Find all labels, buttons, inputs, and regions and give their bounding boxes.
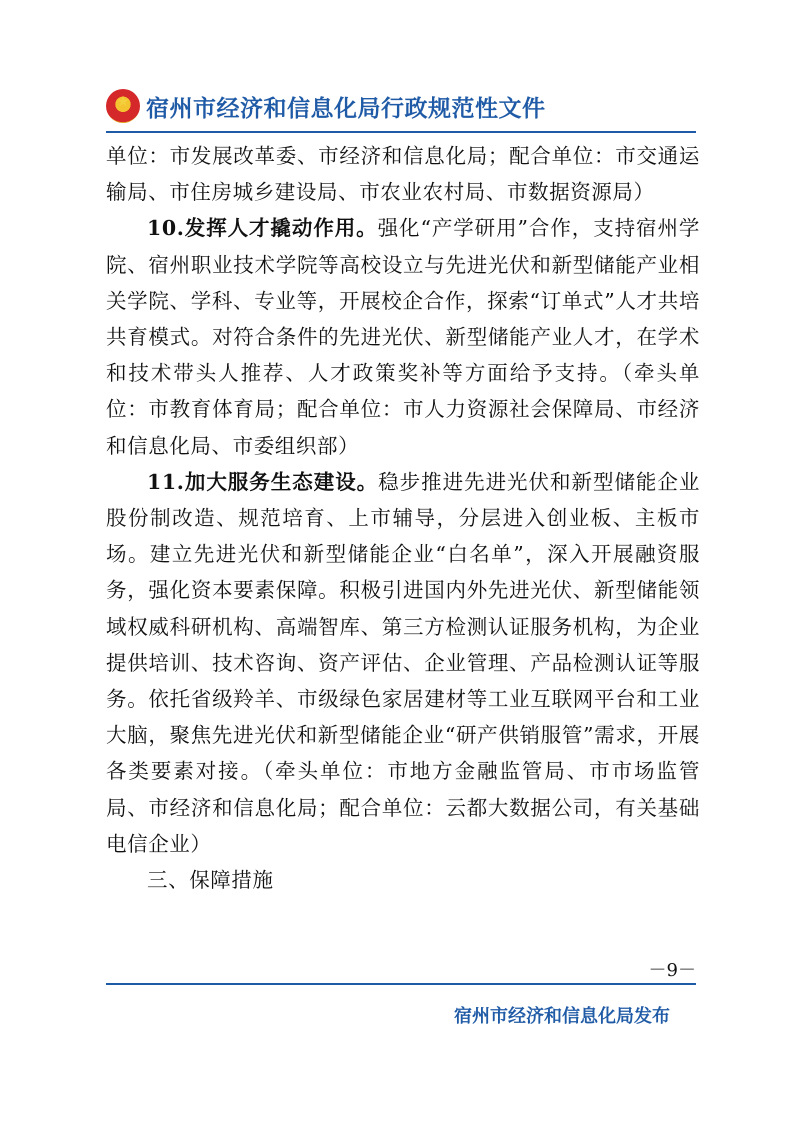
paragraph-service-text: 稳步推进先进光伏和新型储能企业股份制改造、规范培育、上市辅导，分层进入创业板、主板市场。建立先进光伏和新型储能企业“白名单”，深入开展融资服务，强化资本要素保障。积极引进国内外先进光伏、新型储能领域权威科研机构、高端智库、第三方检测认证服务机构，为企业提供培训、技术咨询、资产评估、企业管理、产品检测认证等服务。依托省级羚羊、市级绿色家居建材等工业互联网平台和工业大脑，聚焦先进光伏和新型储能企业“研产供销服管”需求，开展各类要素对接。（牵头单位：市地方金融监管局、市市场监管局、市经济和信息化局；配合单位：云都大数据公司，有关基础电信企业）	[106, 469, 700, 856]
document-header	[106, 84, 696, 128]
section-heading: 三、保障措施	[147, 868, 274, 893]
footer-divider	[106, 983, 696, 985]
paragraph-talent-text: 强化“产学研用”合作，支持宿州学院、宿州职业技术学院等高校设立与先进光伏和新型储能产业相关学院、学科、专业等，开展校企合作，探索“订单式”人才共培共育模式。对符合条件的先进光伏、新型储能产业人才，在学术和技术带头人推荐、人才政策奖补等方面给予支持。（牵头单位：市教育体育局；配合单位：市人力资源社会保障局、市经济和信息化局、市委组织部）	[106, 216, 700, 458]
footer-publisher: 宿州市经济和信息化局发布	[454, 1006, 670, 1027]
header-title: 宿州市经济和信息化局行政规范性文件	[146, 95, 546, 122]
paragraph-talent-heading: 10.发挥人才撬动作用。	[147, 216, 378, 241]
paragraph-service-heading: 11.加大服务生态建设。	[147, 469, 379, 494]
document-body	[106, 138, 700, 898]
national-emblem-icon	[106, 89, 140, 123]
paragraph-talent	[106, 210, 700, 463]
header-divider	[106, 131, 696, 133]
paragraph-continuation: 单位：市发展改革委、市经济和信息化局；配合单位：市交通运输局、市住房城乡建设局、市农业农村局、市数据资源局）	[106, 144, 700, 205]
paragraph-service	[106, 464, 700, 862]
page-number: －9－	[648, 960, 696, 981]
